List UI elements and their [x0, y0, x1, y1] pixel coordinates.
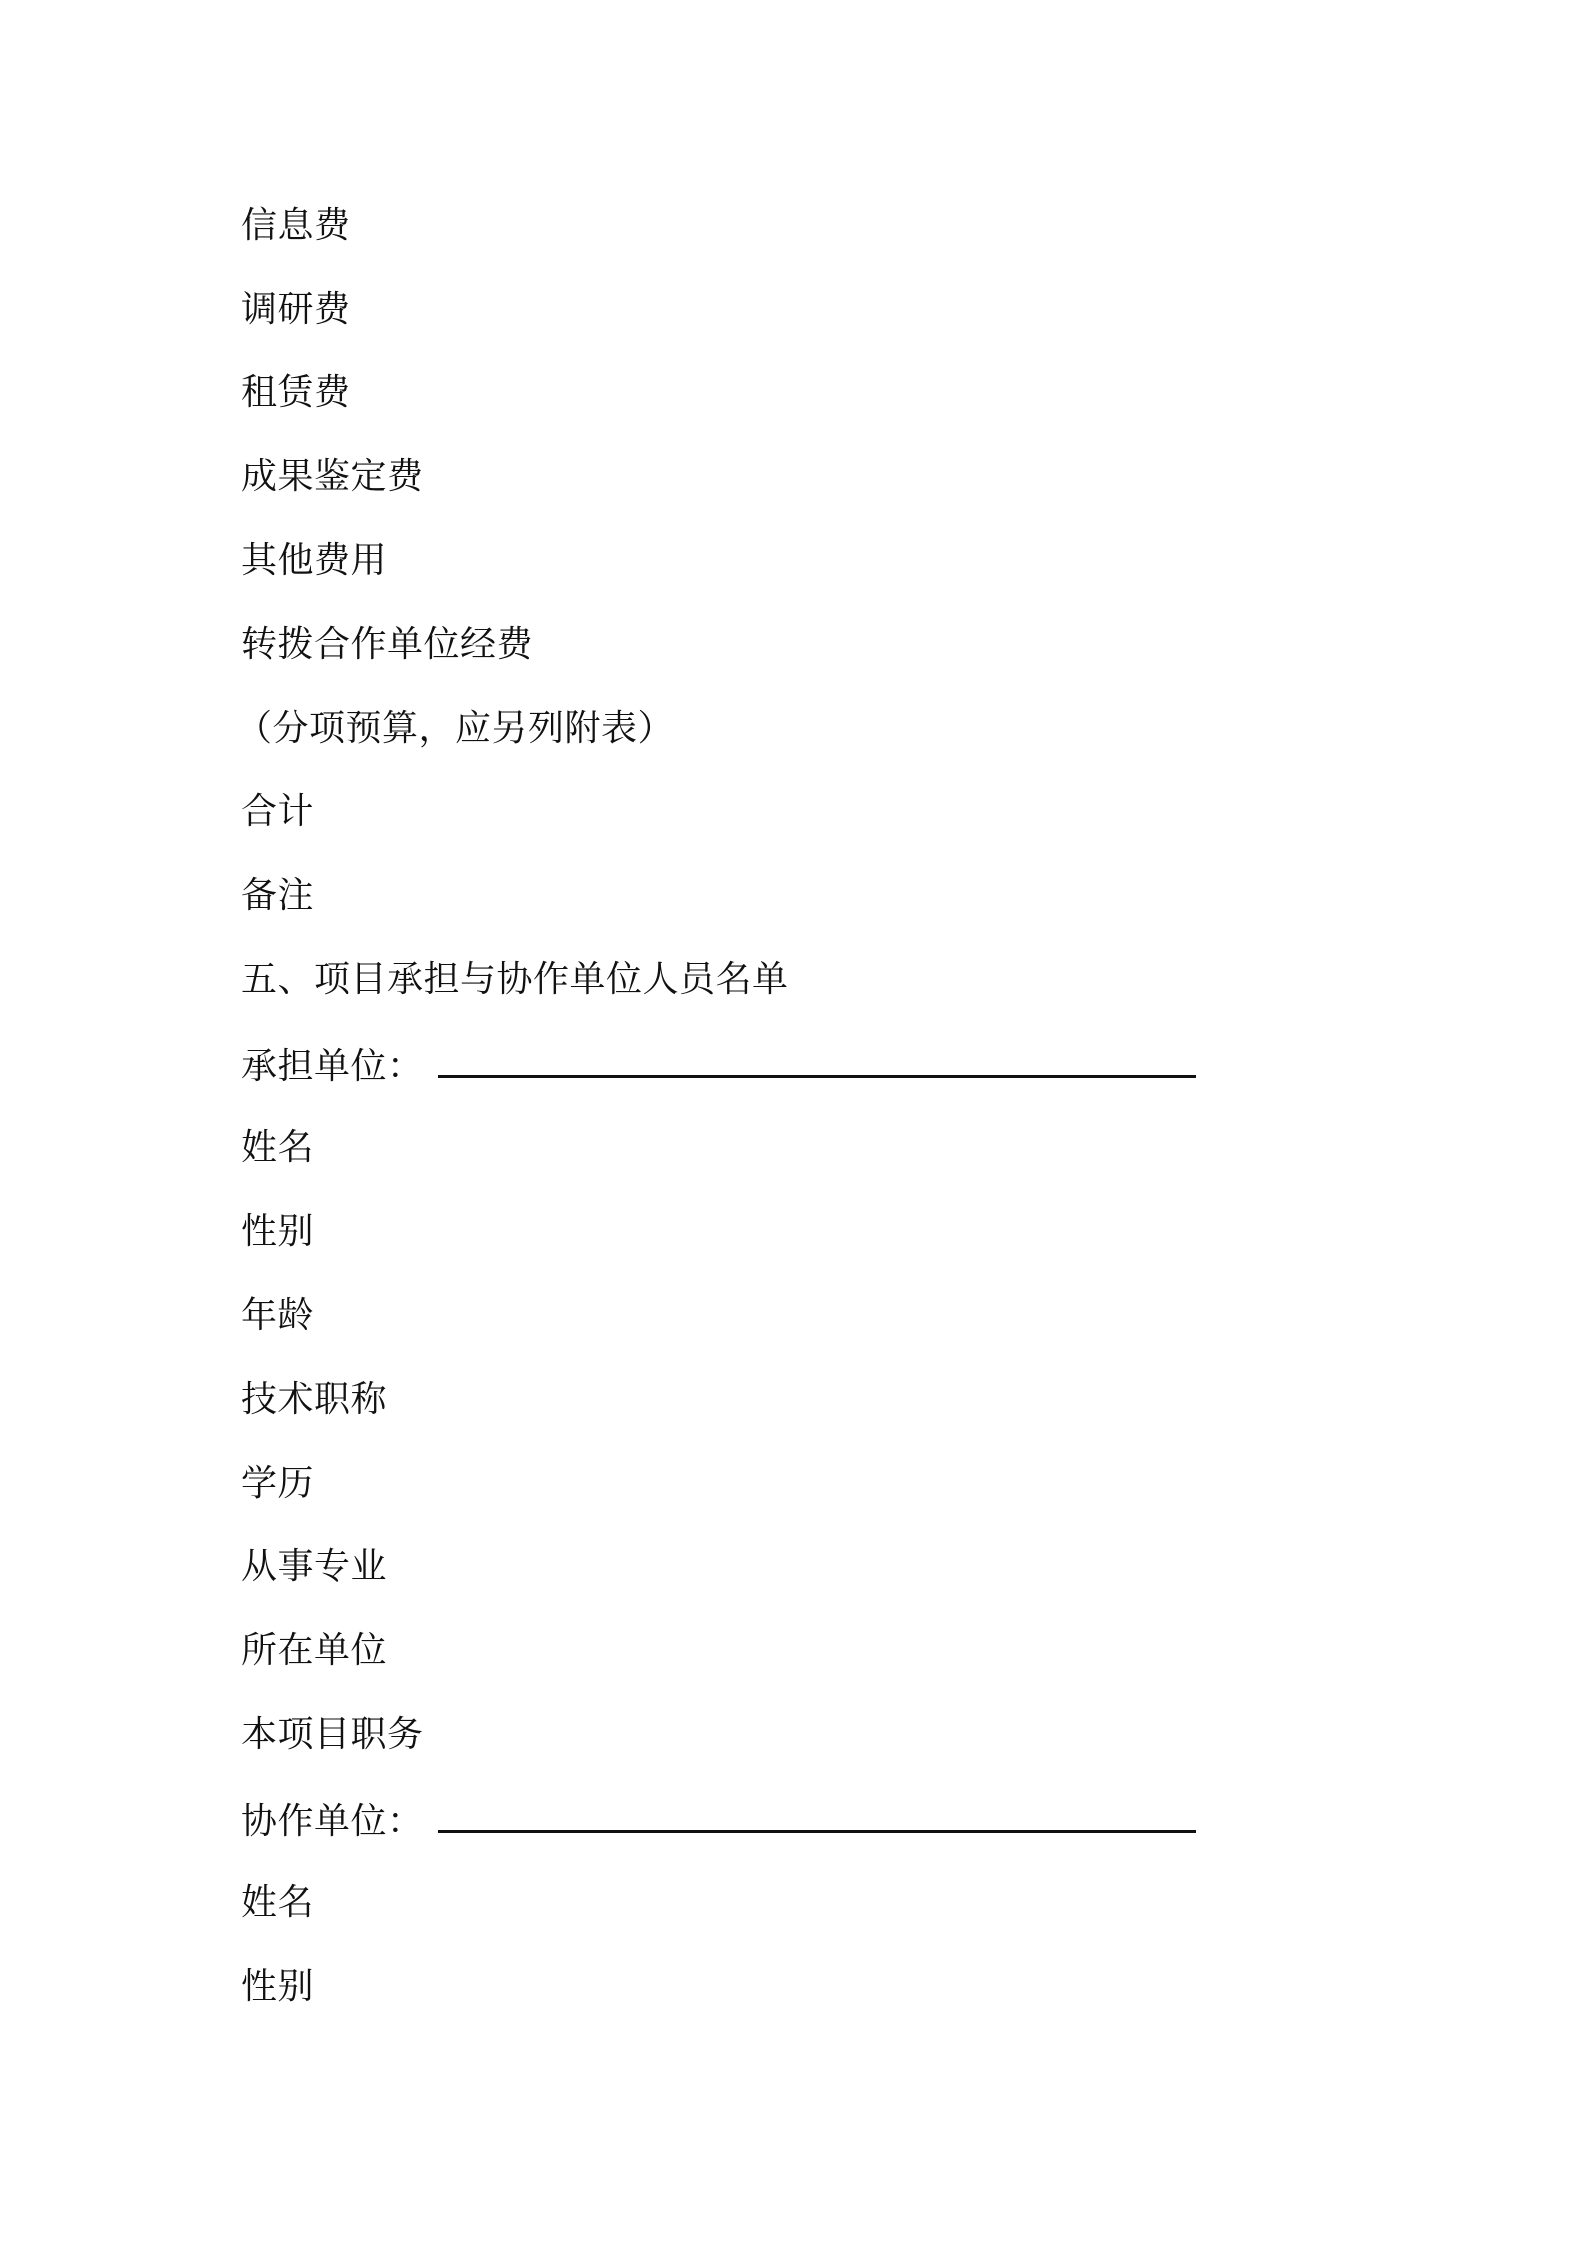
cooperating-unit-label: 协作单位：: [241, 1801, 424, 1842]
field-specialty: 从事专业: [241, 1546, 388, 1587]
budget-item-transfer-funds: 转拨合作单位经费: [241, 624, 534, 665]
undertaking-unit-blank: [438, 1045, 1196, 1078]
field-gender: 性别: [241, 1211, 315, 1252]
budget-note-itemized: （分项预算，应另列附表）: [236, 708, 675, 749]
budget-item-information-fee: 信息费: [241, 205, 351, 246]
field-affiliation: 所在单位: [241, 1630, 388, 1671]
coop-field-name: 姓名: [241, 1882, 315, 1923]
section-heading: 五、项目承担与协作单位人员名单: [241, 959, 789, 1000]
budget-item-other-expenses: 其他费用: [241, 540, 388, 581]
cooperating-unit-row: [241, 1800, 1196, 1844]
budget-item-research-fee: 调研费: [241, 289, 351, 330]
coop-field-gender: 性别: [241, 1966, 315, 2007]
field-name: 姓名: [241, 1127, 315, 1168]
undertaking-unit-row: [241, 1045, 1196, 1089]
cooperating-unit-blank: [438, 1800, 1196, 1833]
field-project-role: 本项目职务: [241, 1714, 424, 1755]
field-education: 学历: [241, 1463, 315, 1504]
budget-item-appraisal-fee: 成果鉴定费: [241, 456, 424, 497]
field-age: 年龄: [241, 1295, 315, 1336]
field-technical-title: 技术职称: [241, 1379, 388, 1420]
undertaking-unit-label: 承担单位：: [241, 1046, 424, 1087]
budget-remarks: 备注: [241, 875, 315, 916]
budget-total: 合计: [241, 791, 315, 832]
budget-item-rental-fee: 租赁费: [241, 372, 351, 413]
